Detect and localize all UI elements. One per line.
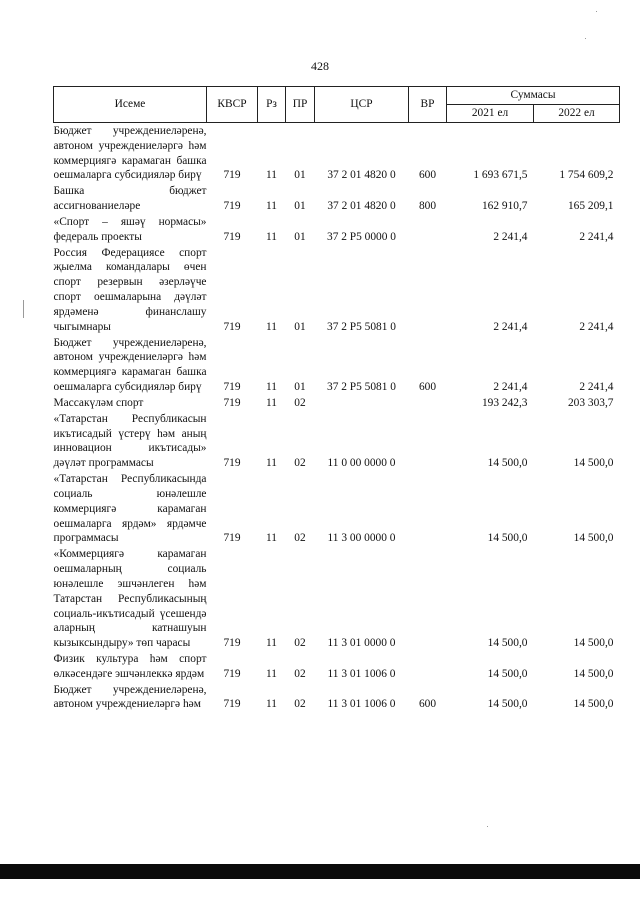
- row-vr: [409, 651, 447, 682]
- row-kvsr: 719: [223, 230, 241, 243]
- row-vr: [409, 395, 447, 411]
- row-name: «Татарстан Республикасында социаль юнәлешле коммерциягә карамаган оешмаларга ярдәм» ярдәмче программасы: [53, 473, 207, 545]
- row-name: Массакүләм спорт: [53, 396, 144, 409]
- row-csr: 37 2 P5 5081 0: [327, 320, 396, 333]
- budget-table-container: [53, 86, 619, 712]
- row-sum-2022: 14 500,0: [573, 457, 614, 470]
- row-name: «Татарстан Республикасын икътисадый үстерү һәм аның инновацион икътисады» дәүләт программасы: [53, 412, 207, 470]
- row-sum-2021: 14 500,0: [487, 698, 528, 711]
- row-sum-2021: 14 500,0: [487, 532, 528, 545]
- header-kvsr: КВСР: [207, 87, 258, 123]
- row-sum-2021: 14 500,0: [487, 667, 528, 680]
- row-sum-2022: 2 241,4: [579, 381, 614, 394]
- row-vr: 600: [418, 169, 437, 182]
- row-csr: 37 2 P5 0000 0: [327, 230, 396, 243]
- header-sums: Суммасы: [447, 87, 620, 105]
- row-pr: 01: [294, 230, 306, 243]
- row-name: Башка бюджет ассигнованиеләре: [53, 185, 207, 213]
- row-rz: 11: [266, 200, 277, 213]
- row-kvsr: 719: [223, 698, 241, 711]
- row-vr: 600: [418, 698, 437, 711]
- row-pr: 01: [294, 381, 306, 394]
- row-name: Бюджет учреждениеләренә, автоном учреждениеләргә һәм коммерциягә карамаган башка оешмаларга субсидияләр бирү: [53, 336, 207, 394]
- row-sum-2021: 2 241,4: [493, 230, 528, 243]
- row-name: Бюджет учреждениеләренә, автоном учреждениеләргә һәм: [53, 683, 207, 711]
- table-row: [54, 651, 620, 682]
- table-header: [54, 87, 620, 123]
- row-csr: 11 3 01 0000 0: [327, 637, 396, 650]
- row-csr: 37 2 01 4820 0: [327, 200, 396, 213]
- row-pr: 02: [294, 532, 306, 545]
- row-vr: [409, 546, 447, 651]
- header-pr: ПР: [286, 87, 315, 123]
- table-row: [54, 682, 620, 713]
- header-year-2022: 2022 ел: [534, 105, 620, 123]
- row-kvsr: 719: [223, 381, 241, 394]
- row-name: Россия Федерациясе спорт җыелма командалары өчен спорт резервын әзерләүче спорт оешмаларына дәүләт ярдәменә финанслашу чыгымнары: [53, 246, 207, 333]
- row-sum-2021: 162 910,7: [481, 200, 528, 213]
- row-kvsr: 719: [223, 667, 241, 680]
- row-sum-2022: 1 754 609,2: [559, 169, 614, 182]
- row-name: «Коммерциягә карамаган оешмаларның социаль юнәлешле эшчәнлеген һәм Татарстан Республикасының социаль-икътисадый үсешендә аларның катнашуын кызыксындыру» төп чарасы: [53, 548, 207, 650]
- row-pr: 02: [294, 667, 306, 680]
- header-year-2021: 2021 ел: [447, 105, 534, 123]
- row-rz: 11: [266, 457, 277, 470]
- row-kvsr: 719: [223, 532, 241, 545]
- header-vr: ВР: [409, 87, 447, 123]
- row-sum-2021: 193 242,3: [481, 396, 528, 409]
- scan-speck: [487, 826, 488, 827]
- row-sum-2021: 2 241,4: [493, 320, 528, 333]
- row-pr: 02: [294, 637, 306, 650]
- row-kvsr: 719: [223, 320, 241, 333]
- table-body: [54, 123, 620, 713]
- row-rz: 11: [266, 169, 277, 182]
- row-kvsr: 719: [223, 200, 241, 213]
- row-csr: 11 3 01 1006 0: [327, 698, 396, 711]
- row-rz: 11: [266, 667, 277, 680]
- row-sum-2021: 1 693 671,5: [473, 169, 528, 182]
- table-row: [54, 245, 620, 335]
- budget-table: [53, 86, 620, 712]
- row-rz: 11: [266, 396, 277, 409]
- row-pr: 02: [294, 457, 306, 470]
- row-sum-2022: 203 303,7: [567, 396, 614, 409]
- row-sum-2022: 165 209,1: [567, 200, 614, 213]
- page-number: 428: [311, 59, 329, 73]
- row-kvsr: 719: [223, 169, 241, 182]
- row-pr: 01: [294, 320, 306, 333]
- row-vr: [409, 214, 447, 245]
- row-sum-2022: 14 500,0: [573, 532, 614, 545]
- row-vr: 600: [418, 381, 437, 394]
- row-sum-2022: 2 241,4: [579, 230, 614, 243]
- table-row: [54, 471, 620, 546]
- row-name: «Спорт – яшәү нормасы» федераль проекты: [53, 215, 207, 243]
- row-rz: 11: [266, 698, 277, 711]
- row-csr: 11 3 01 1006 0: [327, 667, 396, 680]
- header-csr: ЦСР: [315, 87, 409, 123]
- row-csr: [315, 395, 409, 411]
- table-row: [54, 546, 620, 651]
- row-csr: 11 3 00 0000 0: [327, 532, 396, 545]
- table-row: [54, 123, 620, 184]
- row-vr: 800: [418, 200, 437, 213]
- row-rz: 11: [266, 637, 277, 650]
- row-sum-2021: 14 500,0: [487, 457, 528, 470]
- scan-bottom-edge: [0, 864, 640, 879]
- row-sum-2022: 14 500,0: [573, 667, 614, 680]
- header-name: Исеме: [54, 87, 207, 123]
- row-vr: [409, 411, 447, 471]
- row-name: Физик культура һәм спорт өлкәсендәге эшчәнлеккә ярдәм: [53, 652, 207, 680]
- table-row: [54, 395, 620, 411]
- scan-speck: [596, 11, 597, 12]
- row-rz: 11: [266, 532, 277, 545]
- row-pr: 01: [294, 200, 306, 213]
- row-rz: 11: [266, 381, 277, 394]
- row-rz: 11: [266, 320, 277, 333]
- row-vr: [409, 471, 447, 546]
- row-csr: 37 2 P5 5081 0: [327, 381, 396, 394]
- row-csr: 37 2 01 4820 0: [327, 169, 396, 182]
- row-sum-2022: 14 500,0: [573, 698, 614, 711]
- table-row: [54, 183, 620, 214]
- row-csr: 11 0 00 0000 0: [327, 457, 396, 470]
- row-rz: 11: [266, 230, 277, 243]
- table-row: [54, 214, 620, 245]
- row-sum-2021: 2 241,4: [493, 381, 528, 394]
- row-pr: 02: [294, 396, 306, 409]
- scan-speck: [585, 38, 586, 39]
- row-kvsr: 719: [223, 637, 241, 650]
- row-name: Бюджет учреждениеләренә, автоном учреждениеләргә һәм коммерциягә карамаган башка оешмаларга субсидияләр бирү: [53, 125, 207, 182]
- row-kvsr: 719: [223, 396, 241, 409]
- row-kvsr: 719: [223, 457, 241, 470]
- header-rz: Рз: [258, 87, 286, 123]
- table-row: [54, 411, 620, 471]
- row-sum-2021: 14 500,0: [487, 637, 528, 650]
- row-sum-2022: 14 500,0: [573, 637, 614, 650]
- table-row: [54, 335, 620, 395]
- row-sum-2022: 2 241,4: [579, 320, 614, 333]
- row-pr: 02: [294, 698, 306, 711]
- row-pr: 01: [294, 169, 306, 182]
- row-vr: [409, 245, 447, 335]
- scan-speck: [23, 300, 24, 318]
